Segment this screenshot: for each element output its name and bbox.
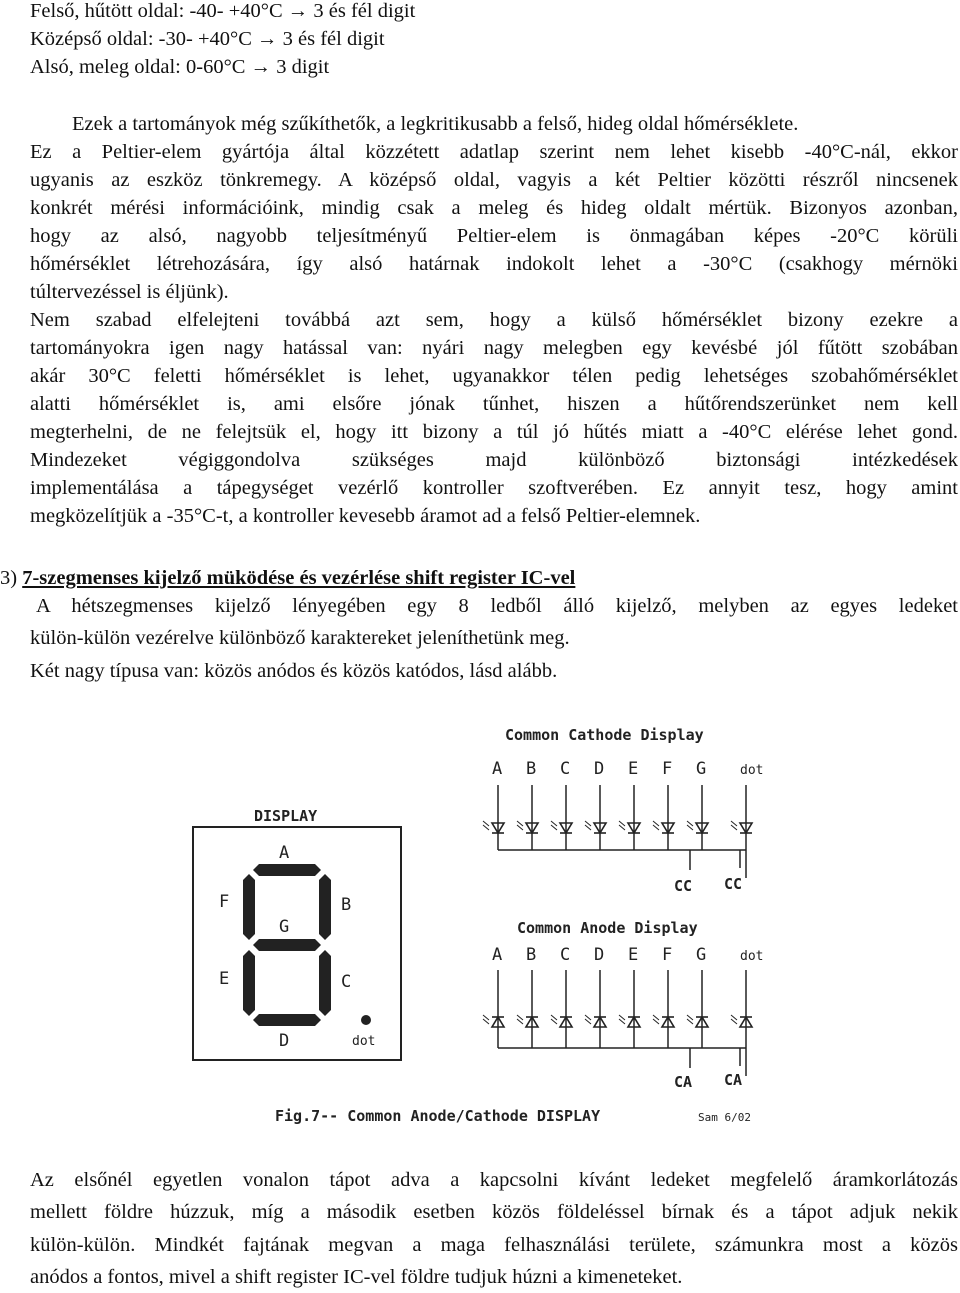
para2-line-3: akár 30°C feletti hőmérséklet is lehet, ugyanakkor télen pedig lehetséges szobahőmérséklet	[30, 365, 958, 387]
range-line-2: Középső oldal: -30- +40°C → 3 és fél digit	[30, 28, 385, 50]
segment-b	[319, 874, 331, 940]
anode-pin-label-d: D	[594, 945, 605, 965]
cathode-circuit	[483, 785, 752, 878]
seg-label-g: G	[279, 917, 290, 937]
anode-title: Common Anode Display	[517, 919, 698, 937]
para4-line-2: mellett földre húzzuk, míg a második esetben közös földeléssel bírnak és a tápot adjuk nekik	[30, 1201, 958, 1223]
seg-label-dot: dot	[352, 1034, 376, 1049]
para3-line-2: külön-külön vezérelve különböző karaktereket jeleníthetünk meg.	[30, 627, 570, 649]
para1-line-2: Ez a Peltier-elem gyártója által közzétett adatlap szerint nem lehet kisebb -40°C-nál, ekkor	[30, 141, 958, 163]
cathode-pin-label-d: D	[594, 759, 605, 779]
para1-line-4: konkrét mérési információink, mindig csak a meleg és hideg oldalt mértük. Bizonyos azonban,	[30, 197, 958, 219]
seg-label-c: C	[341, 972, 352, 992]
para2-line-2: tartományokra igen nagy hatással van: nyári nagy melegben egy kevésbé jól fűtött szobában	[30, 337, 958, 359]
dot-segment	[361, 1015, 371, 1025]
para2-line-5: megterhelni, de ne felejtsük el, hogy itt bizony a túl jó hűtés miatt a -40°C elérése lehet gond.	[30, 421, 958, 443]
cathode-pin-label-g: G	[696, 759, 707, 779]
cathode-pin-labels	[492, 759, 763, 779]
range-line-1: Felső, hűtött oldal: -40- +40°C → 3 és fél digit	[30, 0, 416, 22]
para2-line-8: megközelítjük a -35°C-t, a kontroller kevesebb áramot ad a felső Peltier-elemnek.	[30, 505, 701, 527]
cathode-pin-label-f: F	[662, 759, 673, 779]
segment-a	[253, 864, 321, 876]
cathode-pin-label-e: E	[628, 759, 639, 779]
para4-line-4: anódos a fontos, mivel a shift register IC-vel földre tudjuk húzni a kimeneteket.	[30, 1266, 683, 1288]
seg-label-a: A	[279, 843, 290, 863]
cathode-title: Common Cathode Display	[505, 726, 704, 744]
para4-line-3: külön-külön. Mindkét fajtának megvan a maga felhasználási területe, számunkra most a közös	[30, 1234, 958, 1256]
seg-label-b: B	[341, 895, 352, 915]
anode-pin-labels	[492, 945, 763, 965]
cathode-pin-label-a: A	[492, 759, 503, 779]
segment-c	[319, 950, 331, 1016]
para2-line-6: Mindezeket végiggondolva szükséges majd különböző biztonsági intézkedések	[30, 449, 958, 471]
anode-ca-label-2: CA	[724, 1071, 743, 1089]
para1-line-5: hogy az alsó, nagyobb teljesítményű Peltier-elem is önmagában képes -20°C körüli	[30, 225, 958, 247]
para4-line-1: Az elsőnél egyetlen vonalon tápot adva a kapcsolni kívánt ledeket megfelelő áramkorlátozás	[30, 1169, 958, 1191]
segment-d	[253, 1014, 321, 1026]
figure-signature: Sam 6/02	[698, 1111, 751, 1124]
para1-line-3: ugyanis az eszköz tönkremegy. A középső oldal, vagyis a két Peltier közötti részről nincsenek	[30, 169, 958, 191]
para1-line-7: túltervezéssel is éljünk).	[30, 281, 229, 303]
segment-e	[243, 950, 255, 1016]
section-title: 7-szegmenses kijelző müködése és vezérlése shift register IC-vel	[22, 567, 576, 589]
anode-pin-label-g: G	[696, 945, 707, 965]
figure-caption: Fig.7-- Common Anode/Cathode DISPLAY	[275, 1107, 601, 1125]
cathode-pin-label-c: C	[560, 759, 571, 779]
para2-line-1: Nem szabad elfelejteni továbbá azt sem, hogy a külső hőmérséklet bizony ezekre a	[30, 309, 958, 331]
cathode-pin-label-dot: dot	[740, 763, 764, 778]
segment-g	[253, 939, 321, 951]
seg-label-f: F	[219, 892, 230, 912]
seg-label-d: D	[279, 1031, 290, 1051]
para1-line-6: hőmérséklet létrehozására, így alsó határnak indokolt lehet a -30°C (csakhogy mérnöki	[30, 253, 958, 275]
segment-f	[243, 874, 255, 940]
anode-pin-label-f: F	[662, 945, 673, 965]
anode-ca-label-1: CA	[674, 1073, 693, 1091]
anode-pin-label-a: A	[492, 945, 503, 965]
cathode-cc-label-2: CC	[724, 875, 743, 893]
anode-pin-label-e: E	[628, 945, 639, 965]
cathode-pin-label-b: B	[526, 759, 537, 779]
para2-line-7: implementálása a tápegységet vezérlő kontroller szoftverében. Ez annyit tesz, hogy amint	[30, 477, 958, 499]
anode-pin-label-c: C	[560, 945, 571, 965]
para3-line-3: Két nagy típusa van: közös anódos és közös katódos, lásd alább.	[30, 660, 558, 682]
para2-line-4: alatti hőmérséklet is, ami elsőre jónak tűnhet, hiszen a hűtőrendszerünket nem kell	[30, 393, 958, 415]
display-label: DISPLAY	[254, 807, 318, 825]
anode-pin-label-dot: dot	[740, 949, 764, 964]
para3-line-1: A hétszegmenses kijelző lényegében egy 8 ledből álló kijelző, melyben az egyes ledeket	[36, 595, 958, 617]
para1-line-1: Ezek a tartományok még szűkíthetők, a legkritikusabb a felső, hideg oldal hőmérséklete.	[72, 113, 799, 135]
range-line-3: Alsó, meleg oldal: 0-60°C → 3 digit	[30, 56, 330, 78]
anode-circuit	[483, 970, 752, 1076]
anode-pin-label-b: B	[526, 945, 537, 965]
section-number: 3)	[0, 567, 18, 589]
cathode-cc-label-1: CC	[674, 877, 693, 895]
seg-label-e: E	[219, 969, 230, 989]
